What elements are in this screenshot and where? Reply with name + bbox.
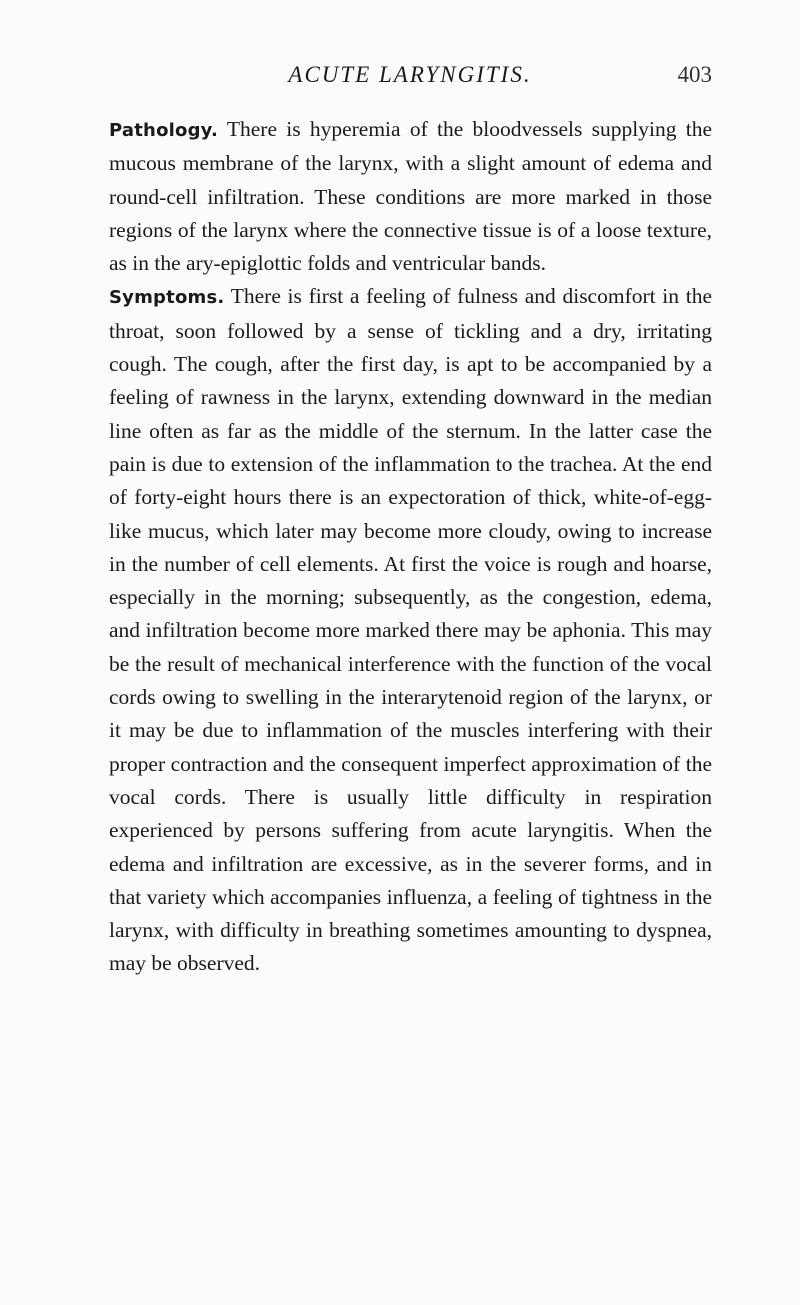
pathology-heading: Pathology. [109, 120, 218, 141]
running-head [108, 60, 712, 96]
running-title: ACUTE LARYNGITIS. [288, 62, 532, 87]
body-text [109, 113, 712, 981]
symptoms-paragraph [109, 280, 712, 980]
pathology-paragraph [109, 113, 712, 280]
symptoms-text: There is first a feeling of fulness and discomfort in the throat, soon followed by a sense of tickling and a dry, irritating cough. The cough, after the first day, is apt to be accompanied by a feeling of rawness in the larynx, extending downward in the median line often as far as the middle of the sternum. In the latter case the pain is due to extension of the inflammation to the trachea. At the end of forty-eight hours there is an expectoration of thick, white-of-egg-like mucus, which later may become more cloudy, owing to increase in the number of cell elements. At first the voice is rough and hoarse, especially in the morning; subsequently, as the congestion, edema, and infiltration become more marked there may be aphonia. This may be the result of mechanical interference with the function of the vocal cords owing to swelling in the interarytenoid region of the larynx, or it may be due to inflammation of the muscles interfering with their proper contraction and the consequent imperfect approximation of the vocal cords. There is usually little difficulty in respiration experienced by persons suffering from acute laryngitis. When the edema and infiltration are excessive, as in the severer forms, and in that variety which accompanies influenza, a feeling of tightness in the larynx, with difficulty in breathing sometimes amounting to dyspnea, may be observed. [109, 284, 712, 976]
pathology-text: There is hyperemia of the bloodvessels supplying the mucous membrane of the larynx, with a slight amount of edema and round-cell infiltration. These conditions are more marked in those regions of the larynx where the connective tissue is of a loose texture, as in the ary-epiglottic folds and ventricular bands. [109, 117, 712, 276]
page-number: 403 [677, 62, 712, 87]
symptoms-heading: Symptoms. [109, 287, 225, 309]
